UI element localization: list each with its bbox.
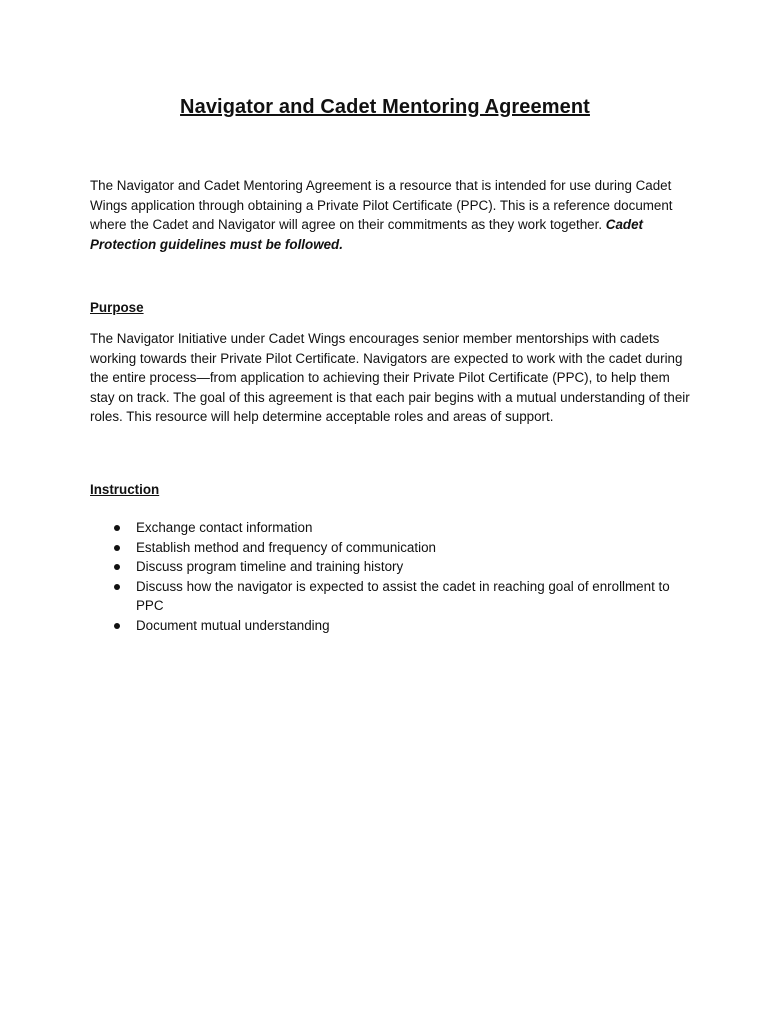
list-item-text: Discuss program timeline and training history bbox=[136, 559, 404, 575]
bullet-icon bbox=[114, 584, 120, 590]
list-item-text: Establish method and frequency of communication bbox=[136, 539, 436, 555]
list-item bbox=[90, 538, 690, 558]
bullet-icon bbox=[114, 545, 120, 551]
list-item bbox=[90, 616, 690, 636]
bullet-icon bbox=[114, 623, 120, 629]
list-item bbox=[90, 518, 690, 538]
instruction-heading: Instruction bbox=[90, 482, 160, 497]
purpose-heading: Purpose bbox=[90, 300, 144, 315]
list-item bbox=[90, 577, 690, 616]
list-item-text: Exchange contact information bbox=[136, 520, 313, 535]
intro-emphasis: Cadet Protection guidelines must be followed. bbox=[90, 217, 644, 252]
intro-paragraph bbox=[90, 176, 690, 254]
list-item-text: Document mutual understanding bbox=[136, 617, 330, 633]
bullet-icon bbox=[114, 564, 120, 570]
list-item bbox=[90, 557, 690, 577]
bullet-icon bbox=[114, 525, 120, 531]
purpose-paragraph: The Navigator Initiative under Cadet Wings encourages senior member mentorships with cadets working towards their Private Pilot Certificate. Navigators are expected to work with the cadet during the entire process—from application to achieving their Private Pilot Certificate (PPC), to help them stay on track. The goal of this agreement is that each pair begins with a mutual understanding of their roles. This resource will help determine acceptable roles and areas of support. bbox=[90, 331, 690, 425]
document-title: Navigator and Cadet Mentoring Agreement bbox=[180, 96, 590, 118]
intro-text: The Navigator and Cadet Mentoring Agreement is a resource that is intended for use during Cadet Wings application through obtaining a Private Pilot Certificate (PPC). This is a reference document where the Cadet and Navigator will agree on their commitments as they work together. bbox=[90, 178, 673, 233]
list-item-text: Discuss how the navigator is expected to assist the cadet in reaching goal of enrollment to PPC bbox=[136, 578, 670, 614]
instruction-list bbox=[90, 518, 690, 636]
